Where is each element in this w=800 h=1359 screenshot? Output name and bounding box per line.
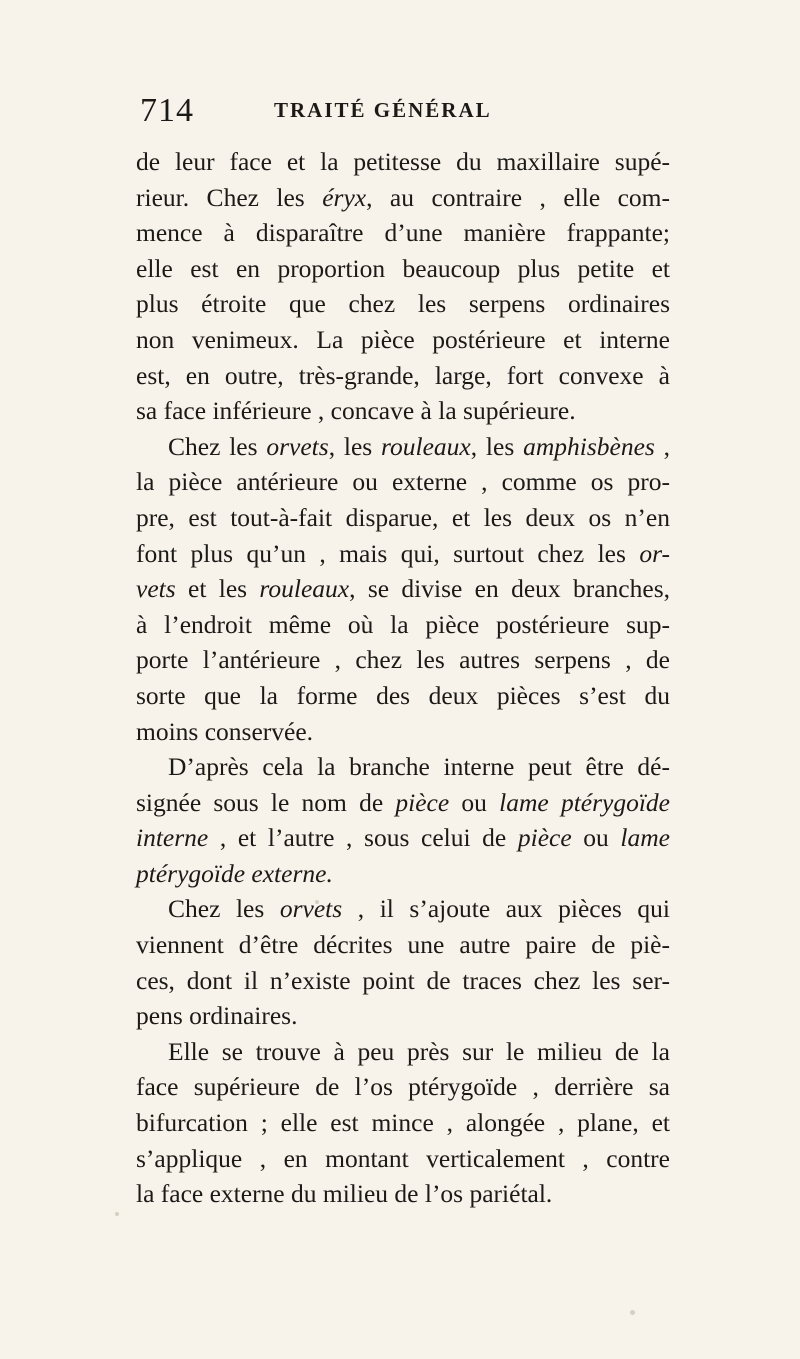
text-line: [136, 1176, 670, 1212]
text-line: [136, 500, 670, 536]
italic-term: pièce: [517, 823, 572, 853]
italic-term: ptérygoïde externe.: [136, 858, 333, 888]
text-line: [136, 358, 670, 394]
text-run: , il s’ajoute aux pièces qui: [342, 894, 670, 924]
italic-term: amphisbènes: [523, 431, 655, 461]
text-line: [136, 536, 670, 572]
italic-term: éryx: [322, 182, 367, 212]
text-line: [136, 571, 670, 607]
text-run: ou: [449, 787, 500, 817]
italic-term: lame ptérygoïde: [499, 787, 670, 817]
text-line: [136, 785, 670, 821]
text-run: , et l’autre , sous celui de: [208, 823, 518, 853]
paper-spot: [630, 1310, 635, 1315]
text-run: mence à disparaître d’une manière frappante;: [136, 218, 670, 248]
text-run: face supérieure de l’os ptérygoïde , derrière sa: [136, 1072, 670, 1102]
running-title: TRAITÉ GÉNÉRAL: [274, 98, 492, 122]
text-line: [136, 215, 670, 251]
text-line: [136, 1069, 670, 1105]
page-number: 714: [140, 92, 194, 129]
text-line: [136, 180, 670, 216]
paper-spot: [315, 900, 319, 904]
text-run: font plus qu’un , mais qui, surtout chez les: [136, 538, 640, 568]
text-run: Chez les: [168, 431, 267, 461]
text-run: D’après cela la branche interne peut être dé-: [168, 752, 670, 782]
text-line: [136, 927, 670, 963]
text-run: , se divise en deux branches,: [349, 574, 670, 604]
text-run: non venimeux. La pièce postérieure et interne: [136, 324, 670, 354]
text-line: [136, 1105, 670, 1141]
italic-term: or-: [639, 538, 670, 568]
text-line: [136, 678, 670, 714]
text-run: Elle se trouve à peu près sur le milieu de la: [168, 1036, 670, 1066]
text-line: [136, 856, 670, 892]
text-line: [136, 998, 670, 1034]
text-line: [136, 714, 670, 750]
text-line: [136, 642, 670, 678]
text-run: est, en outre, très-grande, large, fort convexe à: [136, 360, 670, 390]
text-run: viennent d’être décrites une autre paire de piè-: [136, 930, 670, 960]
text-run: la face externe du milieu de l’os pariétal.: [136, 1179, 553, 1209]
text-line: [136, 251, 670, 287]
page-header: [140, 92, 660, 142]
text-run: de leur face et la petitesse du maxillaire supé-: [136, 147, 670, 176]
text-run: rieur. Chez les: [136, 182, 323, 212]
text-run: signée sous le nom de: [136, 787, 396, 817]
italic-term: lame: [620, 823, 670, 853]
text-run: porte l’antérieure , chez les autres serpens , de: [136, 645, 670, 675]
paper-spot: [115, 1212, 119, 1216]
italic-term: pièce: [395, 787, 450, 817]
text-run: sa face inférieure , concave à la supérieure.: [136, 396, 576, 426]
text-run: s’applique , en montant verticalement , contre: [136, 1143, 670, 1173]
text-line: [136, 429, 670, 465]
italic-term: rouleaux: [381, 431, 471, 461]
text-line: [136, 1141, 670, 1177]
text-run: pre, est tout-à-fait disparue, et les deux os n’en: [136, 502, 670, 532]
text-run: bifurcation ; elle est mince , alongée , plane, et: [136, 1108, 670, 1138]
text-run: , les: [470, 431, 524, 461]
text-run: à l’endroit même où la pièce postérieure sup-: [136, 609, 670, 639]
italic-term: orvets: [266, 431, 329, 461]
text-line: [136, 322, 670, 358]
text-line: [136, 286, 670, 322]
text-run: plus étroite que chez les serpens ordinaires: [136, 289, 670, 319]
text-line: [136, 393, 670, 429]
body-text: [136, 144, 670, 1212]
text-line: [136, 820, 670, 856]
italic-term: rouleaux: [259, 574, 350, 604]
text-run: moins conservée.: [136, 716, 314, 746]
text-line: [136, 963, 670, 999]
text-run: pens ordinaires.: [136, 1001, 298, 1031]
text-line: [136, 1034, 670, 1070]
text-line: [136, 607, 670, 643]
text-run: sorte que la forme des deux pièces s’est du: [136, 680, 670, 710]
text-line: [136, 464, 670, 500]
italic-term: orvets: [279, 894, 343, 924]
italic-term: vets: [136, 574, 176, 604]
text-run: ces, dont il n’existe point de traces chez les ser-: [136, 965, 670, 995]
text-run: elle est en proportion beaucoup plus petite et: [136, 253, 670, 283]
text-run: , les: [328, 431, 382, 461]
text-run: ,: [654, 431, 671, 461]
text-run: la pièce antérieure ou externe , comme os pro-: [136, 467, 670, 497]
italic-term: interne: [136, 823, 209, 853]
text-run: ou: [571, 823, 621, 853]
text-line: [136, 749, 670, 785]
text-line: [136, 891, 670, 927]
text-line: [136, 144, 670, 180]
text-run: Chez les: [168, 894, 280, 924]
text-run: et les: [175, 574, 260, 604]
text-run: , au contraire , elle com-: [366, 182, 670, 212]
